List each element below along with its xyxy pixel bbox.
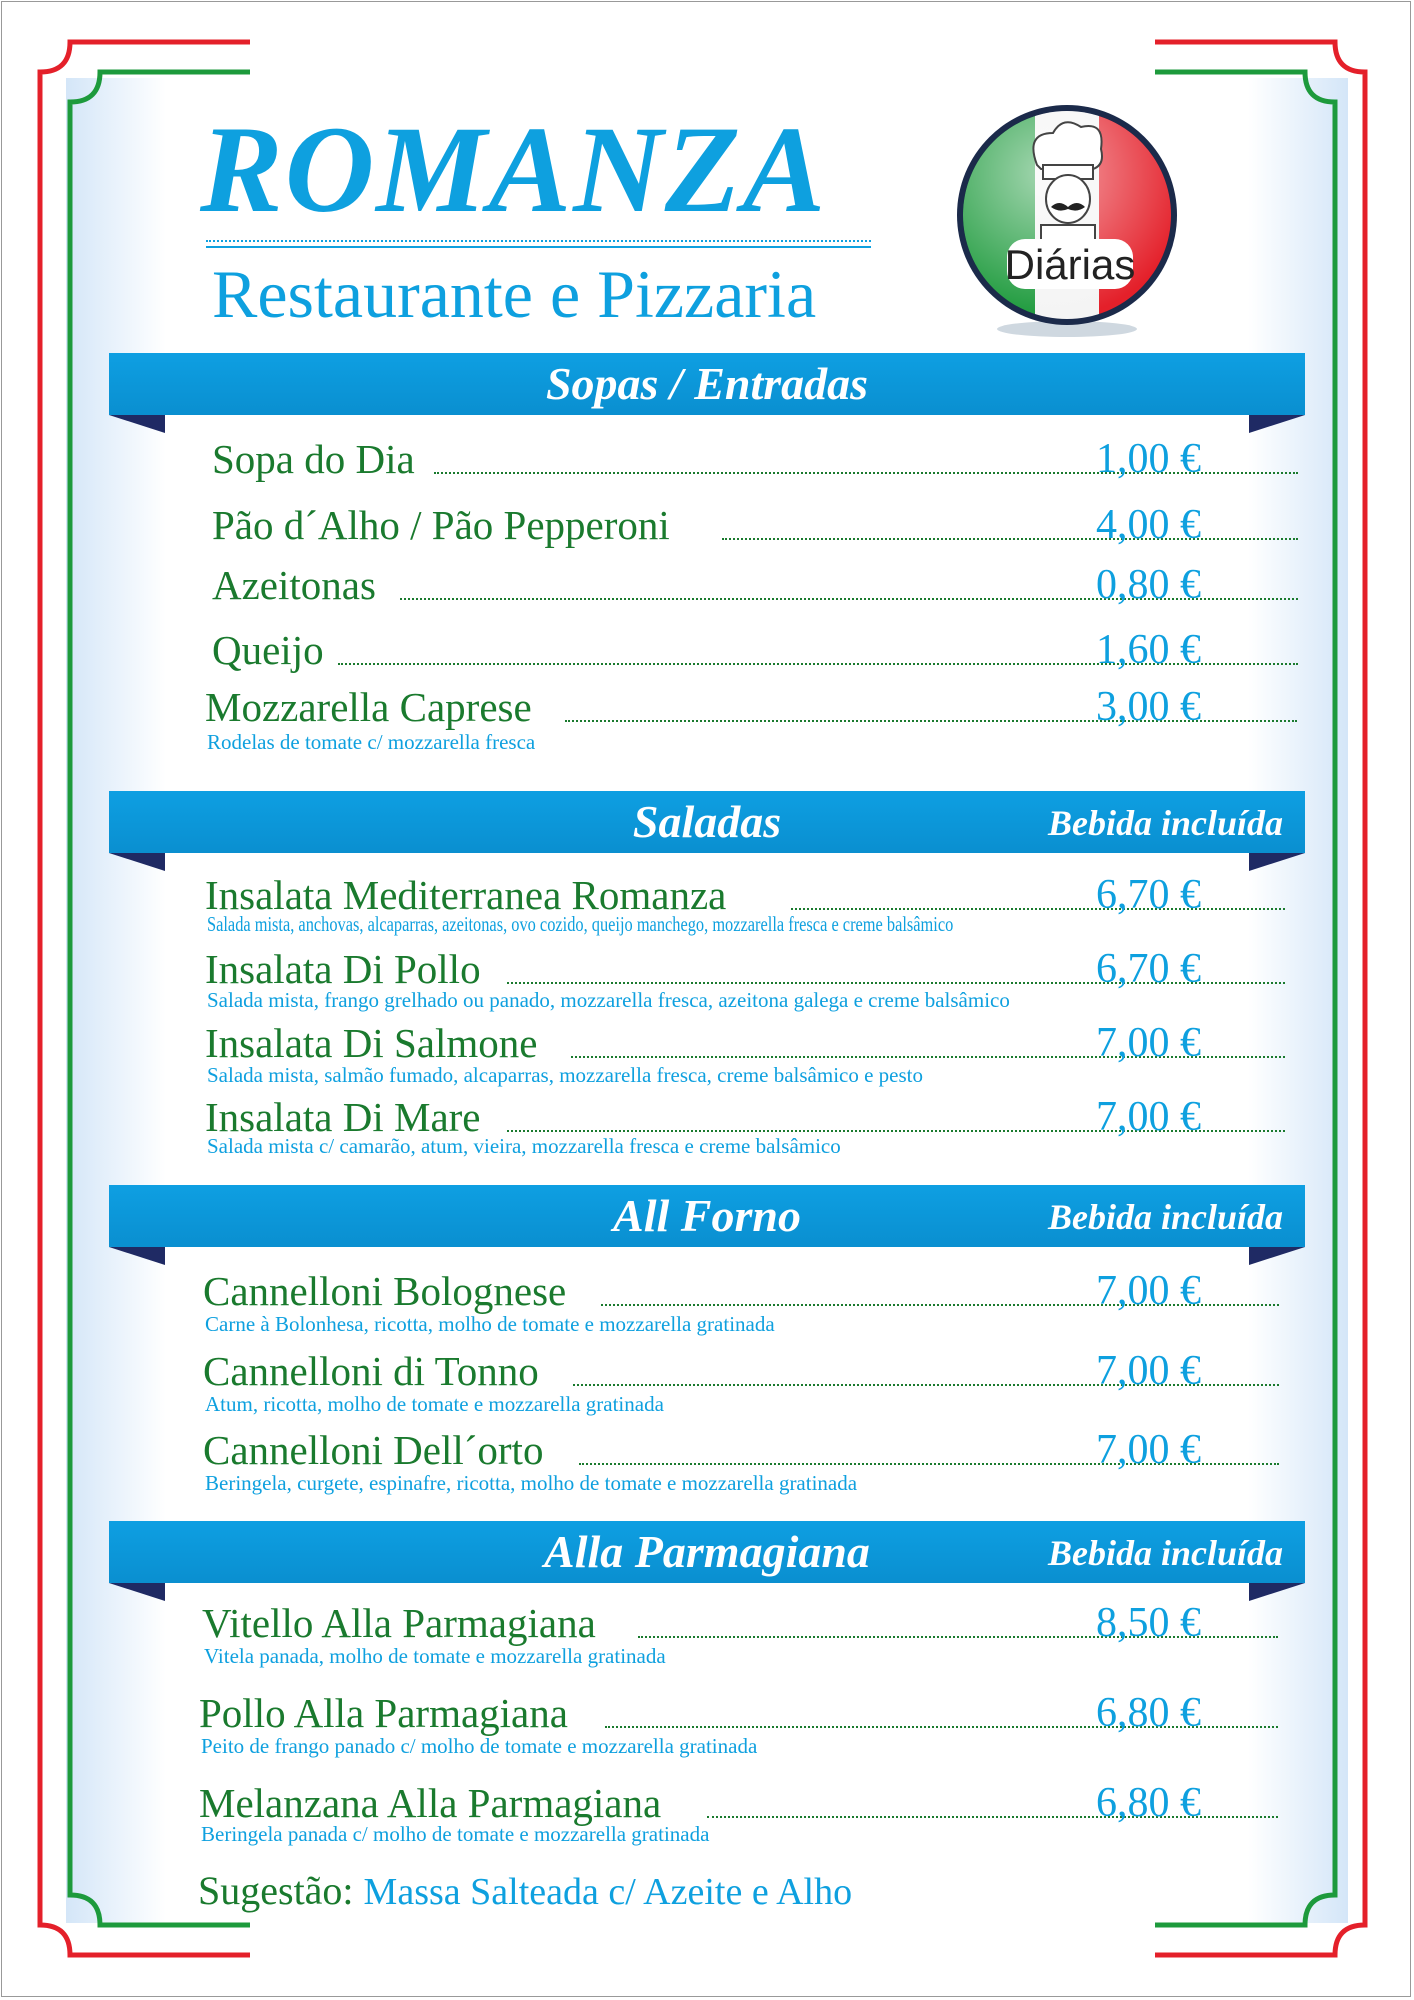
- menu-item: [212, 627, 1212, 677]
- item-description: Beringela, curgete, espinafre, ricotta, molho de tomate e mozzarella gratinada: [205, 1471, 858, 1495]
- item-name: Insalata Mediterranea Romanza: [205, 872, 727, 918]
- menu-item: [203, 1427, 1215, 1497]
- item-price: 8,50 €: [1096, 1600, 1201, 1646]
- item-price: 7,00 €: [1096, 1094, 1201, 1140]
- drink-included-note: Bebida incluída: [1047, 803, 1283, 843]
- item-description: Beringela panada c/ molho de tomate e mozzarella gratinada: [201, 1822, 710, 1846]
- item-name: Pão d´Alho / Pão Pepperoni: [212, 502, 670, 548]
- item-price: 6,80 €: [1096, 1690, 1201, 1736]
- item-price: 0,80 €: [1096, 562, 1201, 608]
- item-price: 7,00 €: [1096, 1268, 1201, 1314]
- item-name: Sopa do Dia: [212, 436, 415, 482]
- menu-item: [212, 436, 1212, 486]
- menu-item: [212, 562, 1212, 612]
- item-price: 3,00 €: [1096, 684, 1201, 730]
- item-name: Insalata Di Pollo: [205, 946, 481, 992]
- item-price: 7,00 €: [1096, 1020, 1201, 1066]
- menu-item: [203, 1348, 1215, 1418]
- item-name: Vitello Alla Parmagiana: [202, 1600, 596, 1646]
- title-underline: [206, 240, 871, 248]
- restaurant-title: ROMANZA: [200, 101, 828, 238]
- item-description: Atum, ricotta, molho de tomate e mozzarella gratinada: [205, 1392, 664, 1416]
- restaurant-subtitle: Restaurante e Pizzaria: [212, 256, 817, 332]
- item-price: 1,00 €: [1096, 436, 1201, 482]
- suggestion-label: Sugestão:: [198, 1868, 354, 1913]
- item-name: Cannelloni Bolognese: [203, 1268, 567, 1314]
- item-description: Rodelas de tomate c/ mozzarella fresca: [207, 730, 536, 754]
- item-name: Pollo Alla Parmagiana: [199, 1690, 568, 1736]
- item-name: Mozzarella Caprese: [205, 684, 532, 730]
- item-description: Salada mista, salmão fumado, alcaparras, mozzarella fresca, creme balsâmico e pesto: [207, 1063, 923, 1087]
- item-price: 6,70 €: [1096, 872, 1201, 918]
- section-band-parmagiana: [109, 1521, 1305, 1583]
- item-price: 7,00 €: [1096, 1348, 1201, 1394]
- item-description: Salada mista, anchovas, alcaparras, azeitonas, ovo cozido, queijo manchego, mozzarella fresca e creme balsâmico: [207, 912, 954, 936]
- item-price: 4,00 €: [1096, 502, 1201, 548]
- item-name: Queijo: [212, 627, 324, 673]
- item-description: Peito de frango panado c/ molho de tomate e mozzarella gratinada: [201, 1734, 758, 1758]
- menu-item: [212, 502, 1212, 552]
- badge-text: Diárias: [1004, 241, 1136, 288]
- section-title: Alla Parmagiana: [544, 1526, 870, 1577]
- menu-item: [205, 872, 1215, 942]
- item-description: Carne à Bolonhesa, ricotta, molho de tomate e mozzarella gratinada: [205, 1312, 775, 1336]
- menu-item: [205, 946, 1215, 1016]
- section-band-all-forno: [109, 1185, 1305, 1247]
- chef-logo-icon: [955, 103, 1179, 343]
- menu-item: [203, 1268, 1215, 1338]
- item-name: Cannelloni di Tonno: [203, 1348, 539, 1394]
- item-description: Salada mista, frango grelhado ou panado, mozzarella fresca, azeitona galega e creme balsâmico: [207, 988, 1010, 1012]
- menu-item: [199, 1690, 1215, 1760]
- section-title: Saladas: [632, 796, 782, 847]
- section-title: Sopas / Entradas: [545, 358, 869, 409]
- suggestion-line: [198, 1867, 852, 1916]
- menu-item: [205, 684, 1215, 764]
- item-description: Vitela panada, molho de tomate e mozzarella gratinada: [204, 1644, 666, 1668]
- item-description: Salada mista c/ camarão, atum, vieira, mozzarella fresca e creme balsâmico: [207, 1134, 841, 1158]
- menu-item: [205, 1020, 1215, 1090]
- menu-item: [205, 1094, 1215, 1164]
- item-name: Insalata Di Mare: [205, 1094, 481, 1140]
- item-price: 1,60 €: [1096, 627, 1201, 673]
- menu-item: [202, 1600, 1215, 1670]
- drink-included-note: Bebida incluída: [1047, 1197, 1283, 1237]
- item-name: Cannelloni Dell´orto: [203, 1427, 544, 1473]
- chef-badge: [955, 103, 1179, 343]
- item-name: Azeitonas: [212, 562, 376, 608]
- suggestion-text: Massa Salteada c/ Azeite e Alho: [363, 1871, 853, 1913]
- drink-included-note: Bebida incluída: [1047, 1533, 1283, 1573]
- section-band-saladas: [109, 791, 1305, 853]
- section-title: All Forno: [613, 1190, 801, 1241]
- item-price: 6,80 €: [1096, 1780, 1201, 1826]
- section-band-sopas: [109, 353, 1305, 415]
- item-name: Insalata Di Salmone: [205, 1020, 538, 1066]
- menu-item: [199, 1780, 1215, 1850]
- item-name: Melanzana Alla Parmagiana: [199, 1780, 662, 1826]
- item-price: 6,70 €: [1096, 946, 1201, 992]
- item-price: 7,00 €: [1096, 1427, 1201, 1473]
